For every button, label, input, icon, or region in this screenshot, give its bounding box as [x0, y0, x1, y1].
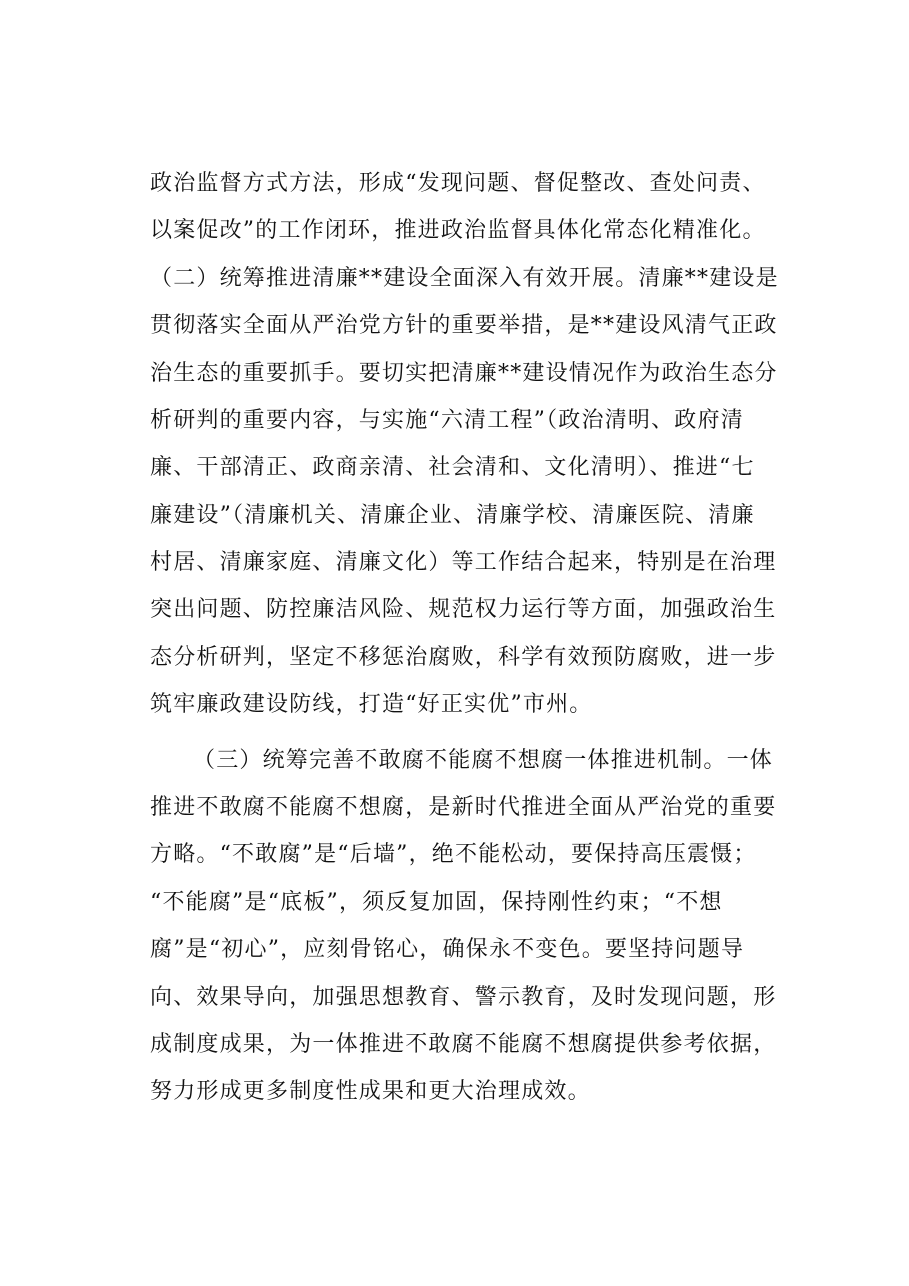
body-text-line: 筑牢廉政建设防线，打造“好正实优”市州。 — [150, 692, 593, 717]
body-text-line: 方略。“不敢腐”是“后墙”，绝不能松动，要保持高压震慑； — [150, 842, 757, 867]
body-text-line: 贯彻落实全面从严治党方针的重要举措，是**建设风清气正政 — [150, 313, 778, 338]
body-text-line: 以案促改”的工作闭环，推进政治监督具体化常态化精准化。 — [150, 218, 766, 243]
body-text-line: 腐”是“初心”，应刻骨铭心，确保永不变色。要坚持问题导 — [150, 937, 745, 962]
body-text-line: 廉建设”（清廉机关、清廉企业、清廉学校、清廉医院、清廉 — [150, 503, 755, 528]
body-text-line: 廉、干部清正、政商亲清、社会清和、文化清明）、推进“七 — [150, 455, 755, 480]
body-text-line: “不能腐”是“底板”，须反复加固，保持刚性约束；“不想 — [150, 890, 723, 915]
body-text-line: 努力形成更多制度性成果和更大治理成效。 — [150, 1079, 591, 1104]
body-text-line: 析研判的重要内容，与实施“六清工程”（政治清明、政府清 — [150, 408, 744, 433]
section-heading-line: （三）统筹完善不敢腐不能腐不想腐一体推进机制。一体 — [193, 748, 774, 773]
body-text-line: 推进不敢腐不能腐不想腐，是新时代推进全面从严治党的重要 — [150, 795, 777, 820]
body-text-line: 政治监督方式方法，形成“发现问题、督促整改、查处问责、 — [150, 171, 766, 196]
body-text-line: 突出问题、防控廉洁风险、规范权力运行等方面，加强政治生 — [150, 597, 777, 622]
body-text-line: 成制度成果，为一体推进不敢腐不能腐不想腐提供参考依据， — [150, 1032, 777, 1057]
body-text-line: 治生态的重要抓手。要切实把清廉**建设情况作为政治生态分 — [150, 361, 778, 386]
body-text-line: 态分析研判，坚定不移惩治腐败，科学有效预防腐败，进一步 — [150, 645, 777, 670]
body-text-line: 村居、清廉家庭、清廉文化）等工作结合起来，特别是在治理 — [150, 550, 777, 575]
body-text-line: 向、效果导向，加强思想教育、警示教育，及时发现问题，形 — [150, 985, 777, 1010]
section-heading-line: （二）统筹推进清廉**建设全面深入有效开展。清廉**建设是 — [150, 266, 779, 291]
